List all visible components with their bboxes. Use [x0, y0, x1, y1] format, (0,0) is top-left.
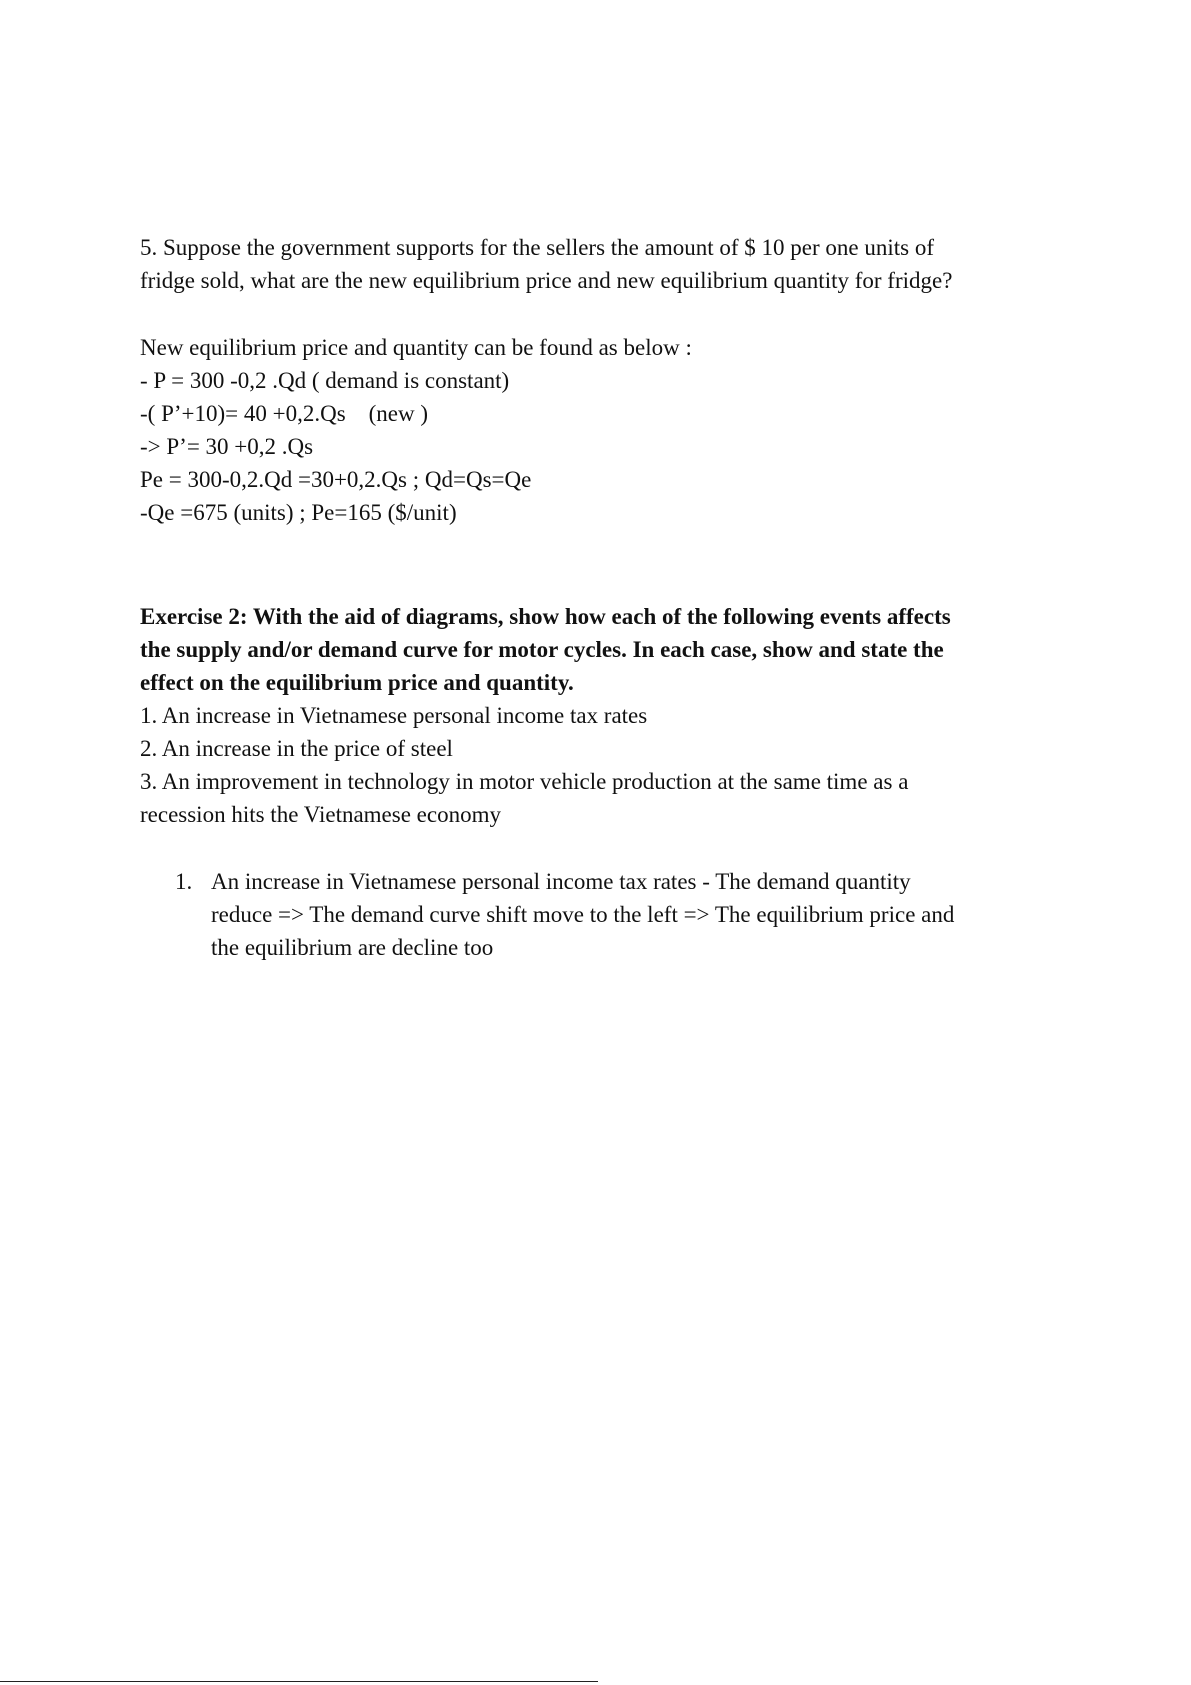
answer-line: - P = 300 -0,2 .Qd ( demand is constant): [140, 368, 510, 393]
exercise-title-line: effect on the equilibrium price and quantity.: [140, 670, 574, 695]
exercise-item: recession hits the Vietnamese economy: [140, 802, 501, 827]
exercise-title: [140, 600, 1060, 699]
exercise-item: 1. An increase in Vietnamese personal income tax rates: [140, 703, 648, 728]
answer-list: [175, 865, 1055, 964]
answer-5: [140, 331, 1060, 529]
answer-line: Pe = 300-0,2.Qd =30+0,2.Qs ; Qd=Qs=Qe: [140, 467, 532, 492]
answer-line: -Qe =675 (units) ; Pe=165 ($/unit): [140, 500, 457, 525]
question-line: 5. Suppose the government supports for the sellers the amount of $ 10 per one units of: [140, 235, 934, 260]
exercise-item: 2. An increase in the price of steel: [140, 736, 453, 761]
question-5: [140, 231, 1060, 297]
list-item-line: An increase in Vietnamese personal income tax rates - The demand quantity: [211, 869, 911, 894]
list-item-line: the equilibrium are decline too: [211, 935, 494, 960]
list-item-number: 1.: [175, 869, 193, 894]
list-item: [175, 865, 1055, 964]
exercise-title-line: Exercise 2: With the aid of diagrams, show how each of the following events affects: [140, 604, 951, 629]
answer-line: -( P’+10)= 40 +0,2.Qs (new ): [140, 401, 429, 426]
page-bottom-rule: [0, 1681, 598, 1682]
exercise-item: 3. An improvement in technology in motor vehicle production at the same time as a: [140, 769, 909, 794]
exercise-title-line: the supply and/or demand curve for motor cycles. In each case, show and state the: [140, 637, 944, 662]
question-line: fridge sold, what are the new equilibrium price and new equilibrium quantity for fridge?: [140, 268, 953, 293]
answer-line: New equilibrium price and quantity can be found as below :: [140, 335, 692, 360]
exercise-2: [140, 600, 1060, 831]
answer-line: -> P’= 30 +0,2 .Qs: [140, 434, 314, 459]
list-item-line: reduce => The demand curve shift move to the left => The equilibrium price and: [211, 902, 955, 927]
